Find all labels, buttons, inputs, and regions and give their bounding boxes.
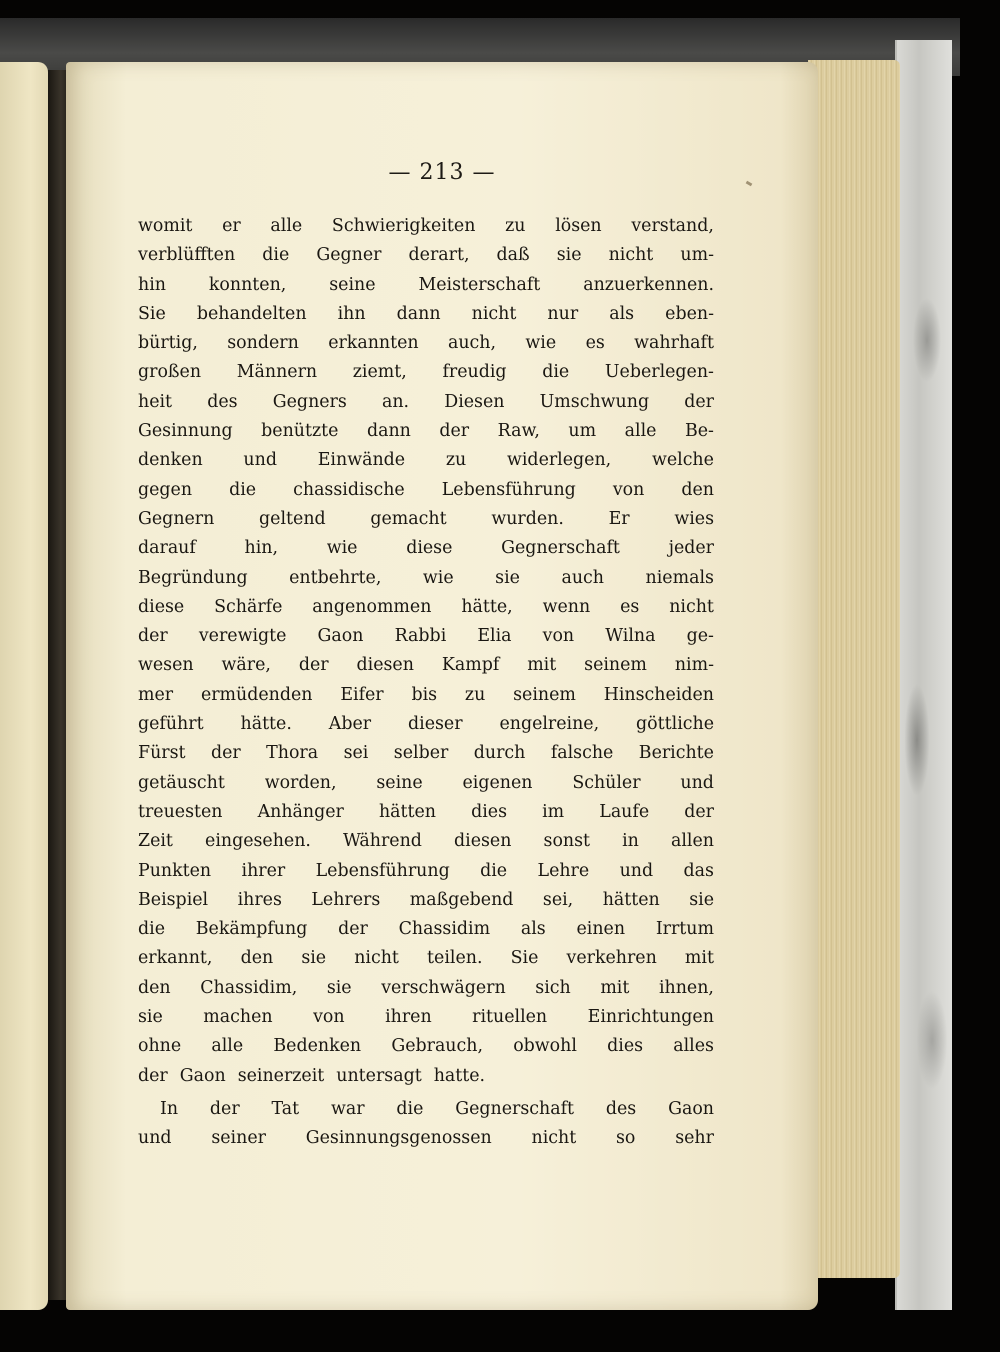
text-line: und seiner Gesinnungsgenossen nicht so sehr xyxy=(138,1128,714,1149)
text-line: Beispiel ihres Lehrers maßgebend sei, hätten sie xyxy=(138,889,714,910)
page-text xyxy=(138,212,714,1154)
book-page xyxy=(66,62,818,1310)
text-line: hin konnten, seine Meisterschaft anzuerkennen. xyxy=(138,274,714,295)
text-line: die Bekämpfung der Chassidim als einen Irrtum xyxy=(138,919,714,940)
text-line: denken und Einwände zu widerlegen, welche xyxy=(138,450,714,471)
text-line: ohne alle Bedenken Gebrauch, obwohl dies alles xyxy=(138,1036,714,1057)
text-line: der verewigte Gaon Rabbi Elia von Wilna ge- xyxy=(138,626,714,647)
text-line: mer ermüdenden Eifer bis zu seinem Hinscheiden xyxy=(138,684,714,705)
text-line: geführt hätte. Aber dieser engelreine, göttliche xyxy=(138,714,714,735)
text-line: bürtig, sondern erkannten auch, wie es wahrhaft xyxy=(138,333,714,354)
text-line: gegen die chassidische Lebensführung von den xyxy=(138,479,714,500)
text-line: der Gaon seinerzeit untersagt hatte. xyxy=(138,1065,486,1086)
text-line: erkannt, den sie nicht teilen. Sie verkehren mit xyxy=(138,948,714,969)
text-line: treuesten Anhänger hätten dies im Laufe der xyxy=(138,801,714,822)
text-line: Fürst der Thora sei selber durch falsche Berichte xyxy=(138,743,714,764)
text-line: verblüfften die Gegner derart, daß sie nicht um- xyxy=(138,245,714,266)
text-line: wesen wäre, der diesen Kampf mit seinem nim- xyxy=(138,655,714,676)
text-line: Sie behandelten ihn dann nicht nur als eben- xyxy=(138,303,714,324)
text-line: Gesinnung benützte dann der Raw, um alle Be- xyxy=(138,421,714,442)
text-line: sie machen von ihren rituellen Einrichtungen xyxy=(138,1007,714,1028)
text-line: Zeit eingesehen. Während diesen sonst in allen xyxy=(138,831,714,852)
text-line: Begründung entbehrte, wie sie auch niemals xyxy=(138,567,714,588)
left-page xyxy=(0,62,48,1310)
text-line: Gegnern geltend gemacht wurden. Er wies xyxy=(138,508,714,529)
text-line: womit er alle Schwierigkeiten zu lösen verstand, xyxy=(138,216,714,236)
marbled-cover xyxy=(895,40,952,1310)
text-line: In der Tat war die Gegnerschaft des Gaon xyxy=(160,1098,714,1119)
page-edges xyxy=(808,60,900,1278)
text-line: Punkten ihrer Lebensführung die Lehre und das xyxy=(138,860,714,881)
text-line: diese Schärfe angenommen hätte, wenn es nicht xyxy=(138,596,714,617)
text-line: darauf hin, wie diese Gegnerschaft jeder xyxy=(138,538,714,559)
page-number: — 213 — xyxy=(388,160,496,185)
text-line: den Chassidim, sie verschwägern sich mit ihnen, xyxy=(138,977,714,998)
text-line: heit des Gegners an. Diesen Umschwung der xyxy=(138,391,714,412)
text-line: großen Männern ziemt, freudig die Ueberlegen- xyxy=(138,362,714,383)
text-line: getäuscht worden, seine eigenen Schüler und xyxy=(138,772,714,793)
